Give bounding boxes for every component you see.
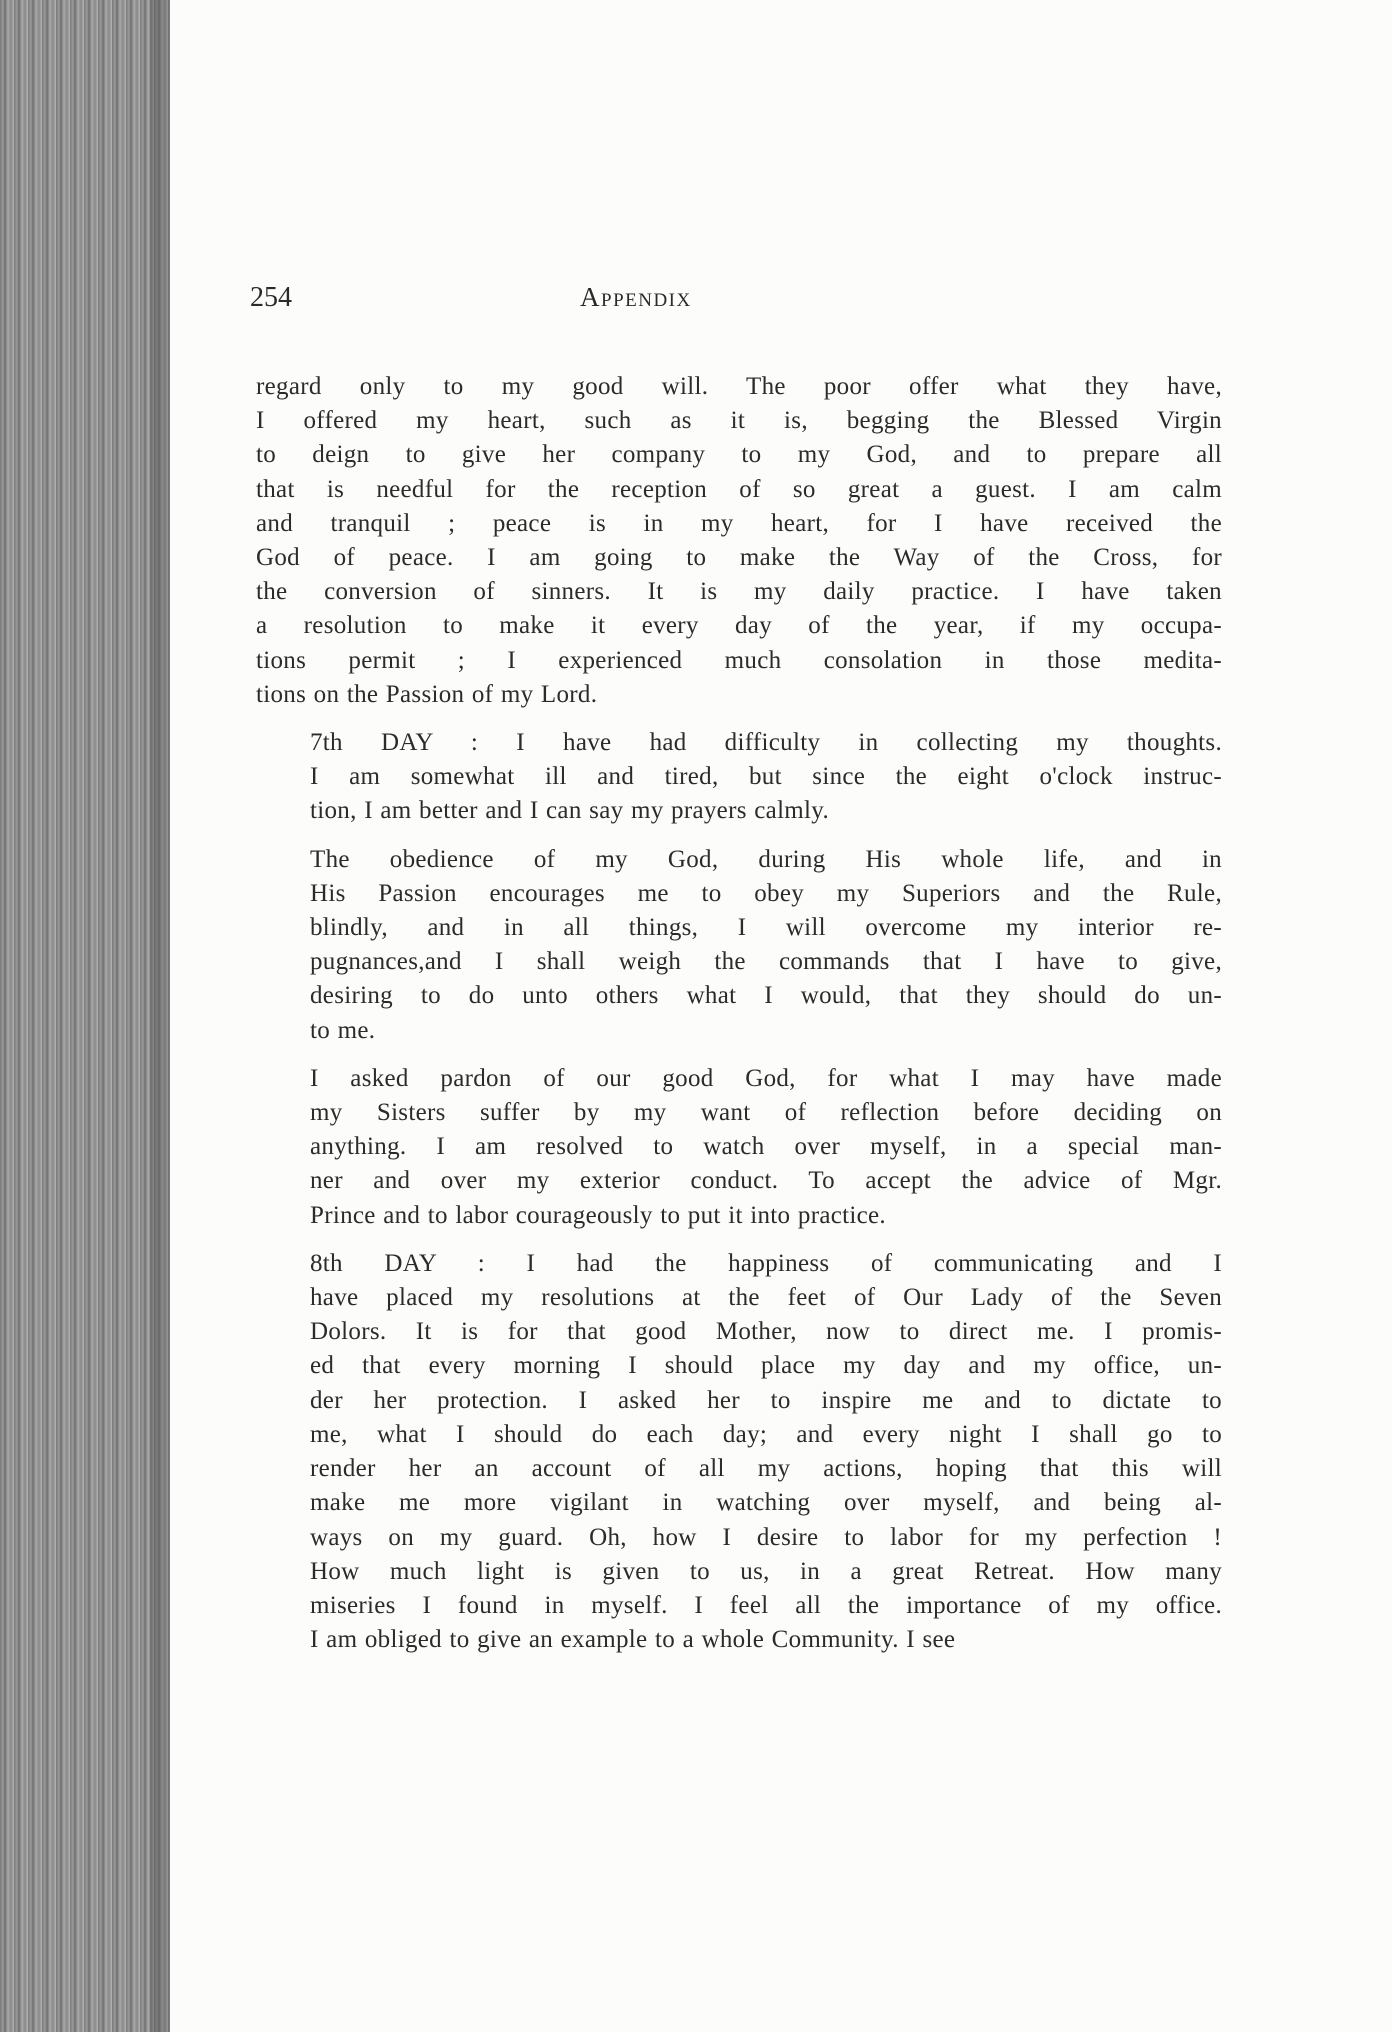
paragraph — [256, 843, 1222, 1048]
text-line: blindly, and in all things, I will overcome my interior re- — [310, 914, 1222, 942]
text-line: 8th DAY : I had the happiness of communicating and I — [310, 1249, 1222, 1277]
text-line: to me. — [310, 1016, 376, 1044]
text-line: Prince and to labor courageously to put it into practice. — [310, 1201, 886, 1229]
text-line: The obedience of my God, during His whole life, and in — [310, 845, 1222, 873]
text-line: ways on my guard. Oh, how I desire to labor for my perfection ! — [310, 1523, 1222, 1551]
page-header — [250, 282, 1220, 322]
text-line: tions permit ; I experienced much consolation in those medita- — [256, 646, 1222, 674]
text-line: to deign to give her company to my God, and to prepare all — [256, 441, 1222, 469]
paragraph — [256, 726, 1222, 829]
text-line: I offered my heart, such as it is, begging the Blessed Virgin — [256, 407, 1222, 435]
text-line: regard only to my good will. The poor offer what they have, — [256, 373, 1222, 400]
body-text — [256, 370, 1222, 1671]
text-line: His Passion encourages me to obey my Superiors and the Rule, — [310, 879, 1222, 907]
text-line: I am obliged to give an example to a whole Community. I see — [310, 1626, 956, 1654]
text-line: me, what I should do each day; and every night I shall go to — [310, 1420, 1222, 1448]
text-line: anything. I am resolved to watch over myself, in a special man- — [310, 1133, 1222, 1161]
page-number: 254 — [250, 282, 292, 313]
text-line: and tranquil ; peace is in my heart, for I have received the — [256, 509, 1222, 537]
text-line: my Sisters suffer by my want of reflection before deciding on — [310, 1099, 1222, 1127]
text-line: tions on the Passion of my Lord. — [256, 680, 598, 708]
text-line: make me more vigilant in watching over myself, and being al- — [310, 1489, 1222, 1517]
text-line: that is needful for the reception of so great a guest. I am calm — [256, 475, 1222, 503]
text-line: I asked pardon of our good God, for what I may have made — [310, 1064, 1222, 1092]
text-line: der her protection. I asked her to inspire me and to dictate to — [310, 1386, 1222, 1414]
text-line: render her an account of all my actions, hoping that this will — [310, 1455, 1222, 1483]
paragraph — [256, 370, 1222, 712]
text-line: ner and over my exterior conduct. To accept the advice of Mgr. — [310, 1167, 1222, 1195]
text-line: desiring to do unto others what I would, that they should do un- — [310, 982, 1222, 1010]
text-line: have placed my resolutions at the feet of Our Lady of the Seven — [310, 1284, 1222, 1312]
text-line: tion, I am better and I can say my prayers calmly. — [310, 797, 830, 825]
text-line: ed that every morning I should place my day and my office, un- — [310, 1352, 1222, 1380]
running-head: Appendix — [580, 282, 692, 312]
book-page-edges — [0, 0, 170, 2032]
text-line: a resolution to make it every day of the year, if my occupa- — [256, 612, 1222, 640]
paragraph — [256, 1062, 1222, 1233]
text-line: 7th DAY : I have had difficulty in collecting my thoughts. — [310, 729, 1222, 757]
text-line: God of peace. I am going to make the Way of the Cross, for — [256, 544, 1222, 572]
text-line: How much light is given to us, in a great Retreat. How many — [310, 1557, 1222, 1585]
text-line: miseries I found in myself. I feel all the importance of my office. — [310, 1591, 1222, 1619]
text-line: Dolors. It is for that good Mother, now to direct me. I promis- — [310, 1318, 1222, 1346]
text-line: I am somewhat ill and tired, but since the eight o'clock instruc- — [310, 763, 1222, 791]
text-line: pugnances,and I shall weigh the commands that I have to give, — [310, 948, 1222, 976]
paragraph — [256, 1247, 1222, 1657]
text-line: the conversion of sinners. It is my daily practice. I have taken — [256, 578, 1222, 606]
